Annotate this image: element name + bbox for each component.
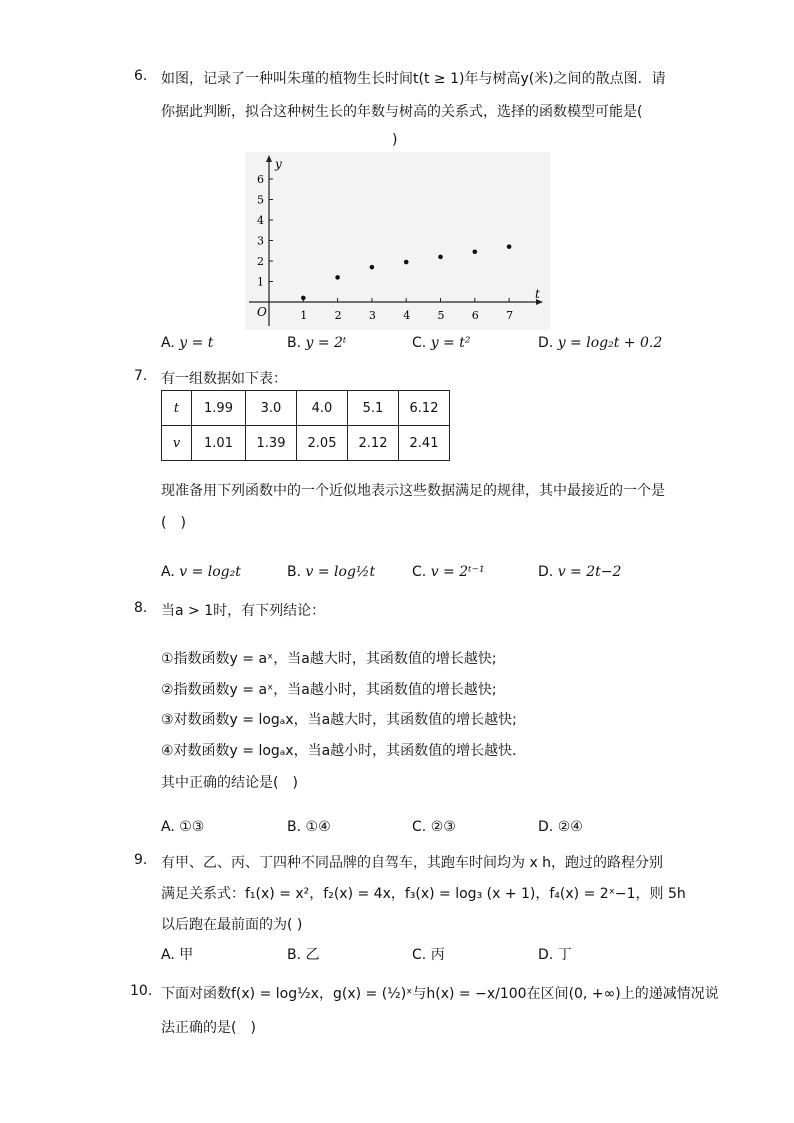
table-cell: 5.1 <box>348 391 399 426</box>
q7-line1: 现准备用下列函数中的一个近似地表示这些数据满足的规律，其中最接近的一个是 <box>161 483 665 499</box>
table-cell: 2.12 <box>348 426 399 461</box>
option-text: v = 2ᵗ⁻¹ <box>430 564 485 580</box>
x-tick-label: 5 <box>437 309 445 322</box>
q9-option-b[interactable] <box>287 944 320 964</box>
q7-number: 7. <box>134 368 148 384</box>
table-cell: 2.41 <box>399 426 450 461</box>
q8-option-c[interactable] <box>412 819 456 835</box>
q7-option-b[interactable] <box>287 564 375 580</box>
option-text: y = t <box>179 335 214 351</box>
option-text: y = t² <box>430 335 471 351</box>
option-text: 甲 <box>179 947 194 963</box>
origin-label: O <box>257 305 267 319</box>
q7-option-a[interactable] <box>161 564 241 580</box>
q8-item-4: ④对数函数y = logₐx，当a越小时，其函数值的增长越快． <box>161 743 527 759</box>
y-tick-label: 3 <box>257 234 264 248</box>
x-tick-label: 2 <box>334 309 342 322</box>
x-tick-label: 3 <box>368 309 376 322</box>
q6-option-b[interactable] <box>287 335 346 351</box>
option-label: B. <box>287 335 302 351</box>
option-label: B. <box>287 947 302 963</box>
option-label: C. <box>412 947 427 963</box>
option-text: 乙 <box>305 947 320 963</box>
q8-question: 其中正确的结论是( ) <box>161 775 298 791</box>
q8-option-b[interactable] <box>287 819 331 835</box>
y-tick-label: 4 <box>257 214 264 227</box>
q8-item-3: ③对数函数y = logₐx，当a越大时，其函数值的增长越快; <box>161 712 517 728</box>
option-label: D. <box>538 819 554 835</box>
q9-option-d[interactable] <box>538 944 572 964</box>
q6-line1: 如图，记录了一种叫朱瑾的植物生长时间t(t ≥ 1)年与树高y(米)之间的散点图．请 <box>161 71 666 87</box>
y-tick-label: 6 <box>257 173 264 186</box>
table-row <box>162 426 450 461</box>
option-label: B. <box>287 819 302 835</box>
q9-option-a[interactable] <box>161 944 193 964</box>
y-tick-label: 2 <box>257 255 264 268</box>
q7-option-d[interactable] <box>538 564 621 580</box>
table-head: t <box>162 391 192 426</box>
q7-intro: 有一组数据如下表： <box>161 371 287 387</box>
option-label: B. <box>287 564 302 580</box>
option-label: A. <box>161 564 175 580</box>
q9-line2: 满足关系式：f₁(x) = x²，f₂(x) = 4x，f₃(x) = log₃ (x + 1)，f₄(x) = 2ˣ−1，则 5h <box>161 886 686 902</box>
option-text: v = log₂t <box>179 564 241 580</box>
option-label: D. <box>538 564 554 580</box>
q6-option-d[interactable] <box>538 335 662 351</box>
scatter-point <box>301 296 306 301</box>
q8-option-d[interactable] <box>538 819 583 835</box>
q6-number: 6. <box>134 68 148 84</box>
table-cell: 1.01 <box>192 426 246 461</box>
option-label: A. <box>161 947 175 963</box>
y-tick-label: 1 <box>257 275 264 289</box>
scatter-point <box>370 265 375 270</box>
option-label: C. <box>412 335 427 351</box>
q6-option-a[interactable] <box>161 335 213 351</box>
option-text: v = log½t <box>305 564 376 580</box>
option-label: D. <box>538 947 554 963</box>
option-text: y = 2ᵗ <box>305 335 347 351</box>
table-cell: 6.12 <box>399 391 450 426</box>
q7-line2: ( ) <box>161 515 186 531</box>
x-tick-label: 7 <box>506 309 514 322</box>
y-axis-label: y <box>275 157 282 171</box>
option-label: A. <box>161 819 175 835</box>
table-cell: 4.0 <box>297 391 348 426</box>
q8-item-1: ①指数函数y = aˣ，当a越大时，其函数值的增长越快; <box>161 651 497 667</box>
table-row <box>162 391 450 426</box>
option-text: y = log₂t + 0.2 <box>557 335 663 351</box>
q6-line2: 你据此判断，拟合这种树生长的年数与树高的关系式，选择的函数模型可能是( <box>161 104 643 120</box>
q9-number: 9. <box>134 852 148 868</box>
scatter-point <box>438 255 443 260</box>
scatter-chart <box>245 152 550 330</box>
data-table <box>161 390 450 461</box>
scatter-point <box>473 249 478 254</box>
option-text: 丁 <box>557 947 572 963</box>
scatter-point <box>507 244 512 249</box>
table-head: v <box>162 426 192 461</box>
q10-line2: 法正确的是( ) <box>161 1020 256 1036</box>
x-axis-label: t <box>535 287 540 301</box>
option-text: ①③ <box>179 819 205 835</box>
table-cell: 1.39 <box>246 426 297 461</box>
option-label: C. <box>412 819 427 835</box>
q9-line3: 以后跑在最前面的为( ) <box>161 917 303 933</box>
scatter-point <box>335 275 340 280</box>
q9-line1: 有甲、乙、丙、丁四种不同品牌的自驾车，其跑车时间均为 x h，跑过的路程分别 <box>161 855 664 871</box>
q6-option-c[interactable] <box>412 335 470 351</box>
q9-option-c[interactable] <box>412 944 445 964</box>
option-label: D. <box>538 335 554 351</box>
table-cell: 3.0 <box>246 391 297 426</box>
q10-number: 10. <box>130 983 153 999</box>
option-text: 丙 <box>430 947 445 963</box>
q7-option-c[interactable] <box>412 564 485 580</box>
scatter-point <box>404 260 409 265</box>
q8-intro: 当a > 1时，有下列结论： <box>161 603 326 619</box>
q6-paren-close: ) <box>392 132 398 148</box>
option-text: ②③ <box>430 819 456 835</box>
x-tick-label: 6 <box>471 309 479 322</box>
option-label: C. <box>412 564 427 580</box>
option-text: ①④ <box>305 819 331 835</box>
q8-option-a[interactable] <box>161 819 204 835</box>
x-tick-label: 4 <box>403 309 411 322</box>
q10-line1: 下面对函数f(x) = log½x，g(x) = (½)ˣ与h(x) = −x/100在区间(0, +∞)上的递减情况说 <box>161 986 719 1002</box>
q8-number: 8. <box>134 600 148 616</box>
option-label: A. <box>161 335 175 351</box>
q8-item-2: ②指数函数y = aˣ，当a越小时，其函数值的增长越快; <box>161 682 497 698</box>
table-cell: 1.99 <box>192 391 246 426</box>
table-cell: 2.05 <box>297 426 348 461</box>
option-text: v = 2t−2 <box>557 564 622 580</box>
y-tick-label: 5 <box>257 193 264 207</box>
option-text: ②④ <box>557 819 583 835</box>
x-tick-label: 1 <box>300 309 308 322</box>
